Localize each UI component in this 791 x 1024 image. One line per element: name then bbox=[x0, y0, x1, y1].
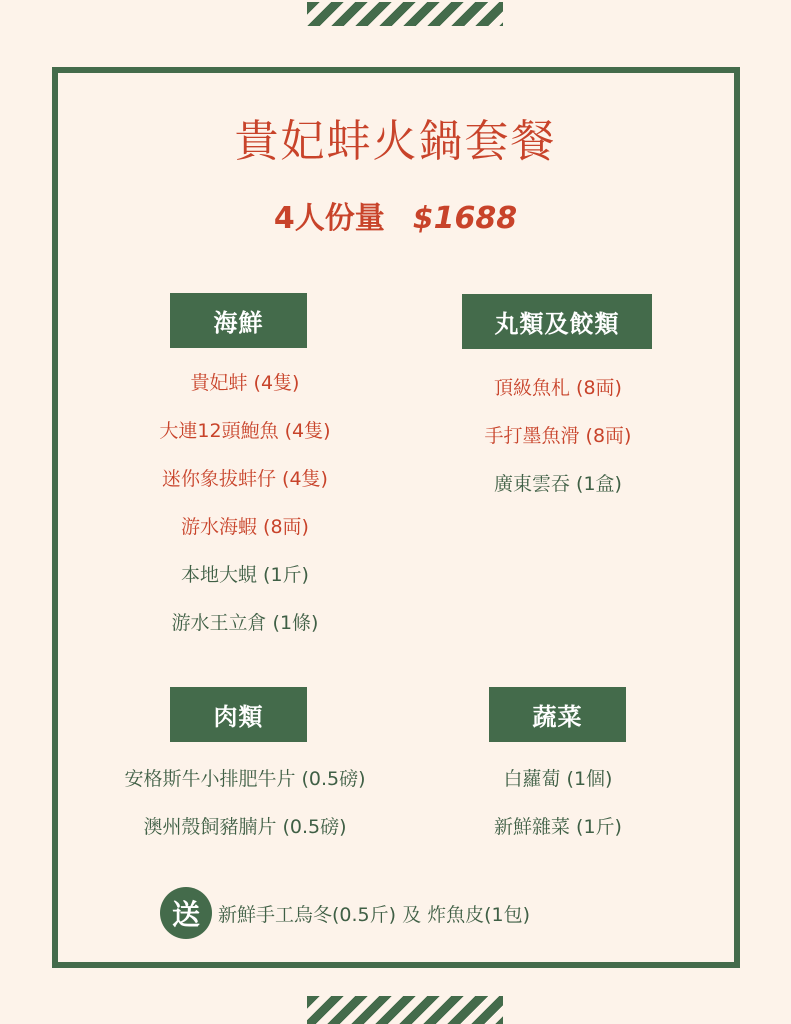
list-item: 澳州殼飼豬腩片 (0.5磅) bbox=[143, 816, 347, 838]
list-item: 迷你象拔蚌仔 (4隻) bbox=[162, 468, 328, 490]
portion-label: 4人份量 bbox=[273, 201, 385, 236]
balls-list bbox=[420, 376, 696, 520]
section-heading-meat: 肉類 bbox=[170, 687, 307, 742]
seafood-list bbox=[90, 371, 400, 659]
list-item: 白蘿蔔 (1個) bbox=[503, 768, 613, 790]
list-item: 手打墨魚滑 (8両) bbox=[484, 425, 632, 447]
meat-list bbox=[80, 767, 410, 863]
gift-badge: 送 bbox=[160, 887, 212, 939]
top-stripe-decoration bbox=[307, 2, 503, 26]
list-item: 新鮮雜菜 (1斤) bbox=[494, 816, 622, 838]
section-heading-seafood: 海鮮 bbox=[170, 293, 307, 348]
list-item: 大連12頭鮑魚 (4隻) bbox=[159, 420, 331, 442]
veg-list bbox=[420, 767, 696, 863]
list-item: 游水王立倉 (1條) bbox=[171, 612, 319, 634]
list-item: 貴妃蚌 (4隻) bbox=[190, 372, 300, 394]
gift-line bbox=[160, 887, 530, 939]
price-label: $1688 bbox=[412, 201, 518, 236]
list-item: 安格斯牛小排肥牛片 (0.5磅) bbox=[124, 768, 366, 790]
list-item: 本地大蜆 (1斤) bbox=[181, 564, 309, 586]
list-item: 頂級魚札 (8両) bbox=[494, 377, 622, 399]
bottom-stripe-decoration bbox=[307, 996, 503, 1024]
gift-text: 新鮮手工烏冬(0.5斤) 及 炸魚皮(1包) bbox=[218, 903, 531, 926]
menu-title: 貴妃蚌火鍋套餐 bbox=[234, 116, 557, 167]
list-item: 廣東雲吞 (1盒) bbox=[494, 473, 622, 495]
section-heading-balls: 丸類及餃類 bbox=[462, 294, 652, 349]
menu-subtitle bbox=[0, 201, 791, 237]
section-heading-veg: 蔬菜 bbox=[489, 687, 626, 742]
list-item: 游水海蝦 (8両) bbox=[181, 516, 309, 538]
